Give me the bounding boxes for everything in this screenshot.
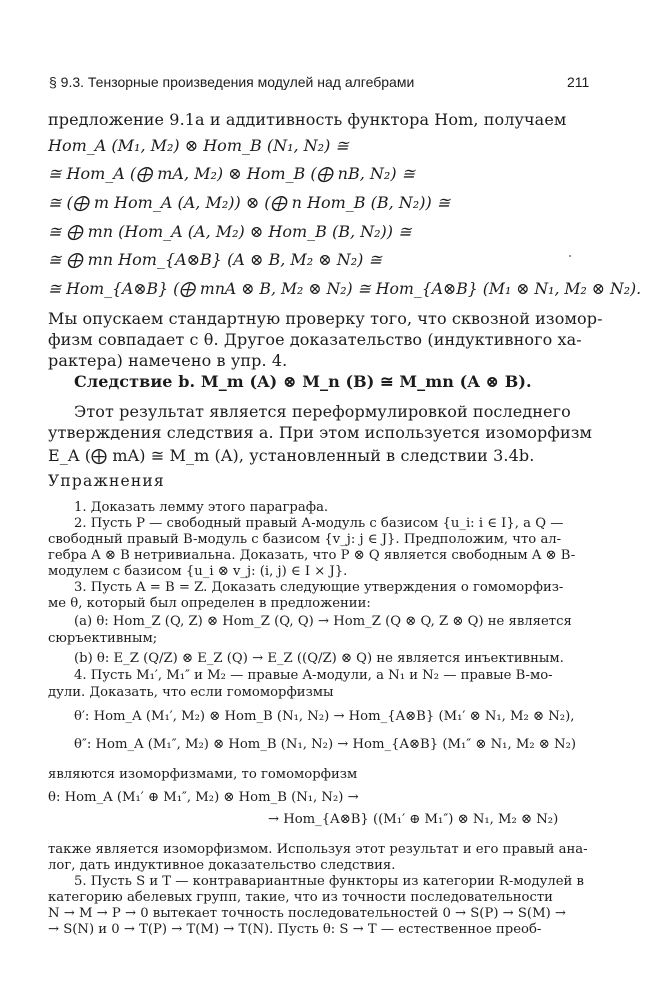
- exercise-line: (b) θ: E_Z (Q/Z) ⊗ E_Z (Q) → E_Z ((Q/Z) ⊗ Q) не является инъективным.: [74, 651, 564, 666]
- exercise-line: 4. Пусть M₁′, M₁″ и M₂ — правые A-модули, а N₁ и N₂ — правые B-мо-: [74, 668, 553, 683]
- running-header: § 9.3. Тензорные произведения модулей над алгебрами: [49, 74, 415, 90]
- exercise-line: категорию абелевых групп, такие, что из точности последовательности: [48, 890, 553, 905]
- text-line: утверждения следствия a. При этом используется изоморфизм: [48, 423, 593, 442]
- exercise-line: 2. Пусть P — свободный правый A-модуль с базисом {u_i: i ∈ I}, а Q —: [74, 516, 564, 531]
- formula-line: ≅ (⨁ m Hom_A (A, M₂)) ⊗ (⨁ n Hom_B (B, N₂)) ≅: [48, 193, 451, 212]
- formula-line: ≅ ⨁ mn (Hom_A (A, M₂) ⊗ Hom_B (B, N₂)) ≅: [48, 222, 412, 241]
- text-line: Мы опускаем стандартную проверку того, что сквозной изомор-: [48, 309, 603, 328]
- text-line: E_A (⨁ mA) ≅ M_m (A), установленный в следствии 3.4b.: [48, 446, 535, 465]
- page-number: 211: [567, 74, 590, 90]
- exercise-line: дули. Доказать, что если гомоморфизмы: [48, 685, 334, 700]
- exercise-line: свободный правый B-модуль с базисом {v_j: j ∈ J}. Предположим, что ал-: [48, 532, 562, 547]
- exercise-line: ме θ, который был определен в предложении:: [48, 596, 371, 611]
- text-line: Этот результат является переформулировкой последнего: [74, 402, 571, 421]
- exercise-line: сюръективным;: [48, 631, 158, 646]
- section-heading: Упражнения: [48, 472, 165, 490]
- text-line: рактера) намечено в упр. 4.: [48, 351, 288, 370]
- corollary-b: Следствие b. M_m (A) ⊗ M_n (B) ≅ M_mn (A ⊗ B).: [74, 372, 532, 391]
- exercise-line: лог, дать индуктивное доказательство следствия.: [48, 858, 396, 873]
- formula-line: θ″: Hom_A (M₁″, M₂) ⊗ Hom_B (N₁, N₂) → Hom_{A⊗B} (M₁″ ⊗ N₁, M₂ ⊗ N₂): [74, 737, 577, 752]
- scan-speck: [569, 255, 571, 257]
- exercise-line: гебра A ⊗ B нетривиальна. Доказать, что P ⊗ Q является свободным A ⊗ B-: [48, 548, 576, 563]
- exercise-line: N → M → P → 0 вытекает точность последовательностей 0 → S(P) → S(M) →: [48, 906, 566, 921]
- exercise-line: 1. Доказать лемму этого параграфа.: [74, 500, 329, 515]
- formula-line: θ: Hom_A (M₁′ ⊕ M₁″, M₂) ⊗ Hom_B (N₁, N₂) →: [48, 790, 359, 805]
- text-line: физм совпадает с θ. Другое доказательство (индуктивного ха-: [48, 330, 582, 349]
- formula-line: ≅ Hom_{A⊗B} (⨁ mnA ⊗ B, M₂ ⊗ N₂) ≅ Hom_{A⊗B} (M₁ ⊗ N₁, M₂ ⊗ N₂).: [48, 279, 642, 298]
- formula-line: ≅ ⨁ mn Hom_{A⊗B} (A ⊗ B, M₂ ⊗ N₂) ≅: [48, 250, 382, 269]
- exercise-line: → S(N) и 0 → T(P) → T(M) → T(N). Пусть θ: S → T — естественное преоб-: [48, 922, 542, 937]
- exercise-line: являются изоморфизмами, то гомоморфизм: [48, 767, 358, 782]
- text-line: предложение 9.1a и аддитивность функтора Hom, получаем: [48, 110, 567, 129]
- formula-line: θ′: Hom_A (M₁′, M₂) ⊗ Hom_B (N₁, N₂) → Hom_{A⊗B} (M₁′ ⊗ N₁, M₂ ⊗ N₂),: [74, 709, 575, 724]
- exercise-line: модулем с базисом {u_i ⊗ v_j: (i, j) ∈ I × J}.: [48, 564, 348, 579]
- exercise-line: 5. Пусть S и T — контравариантные функторы из категории R-модулей в: [74, 874, 584, 889]
- formula-line: Hom_A (M₁, M₂) ⊗ Hom_B (N₁, N₂) ≅: [48, 136, 349, 155]
- formula-line: → Hom_{A⊗B} ((M₁′ ⊕ M₁″) ⊗ N₁, M₂ ⊗ N₂): [268, 812, 559, 827]
- formula-line: ≅ Hom_A (⨁ mA, M₂) ⊗ Hom_B (⨁ nB, N₂) ≅: [48, 164, 416, 183]
- exercise-line: (a) θ: Hom_Z (Q, Z) ⊗ Hom_Z (Q, Q) → Hom_Z (Q ⊗ Q, Z ⊗ Q) не является: [74, 614, 572, 629]
- exercise-line: также является изоморфизмом. Используя этот результат и его правый ана-: [48, 842, 588, 857]
- exercise-line: 3. Пусть A = B = Z. Доказать следующие утверждения о гомоморфиз-: [74, 580, 564, 595]
